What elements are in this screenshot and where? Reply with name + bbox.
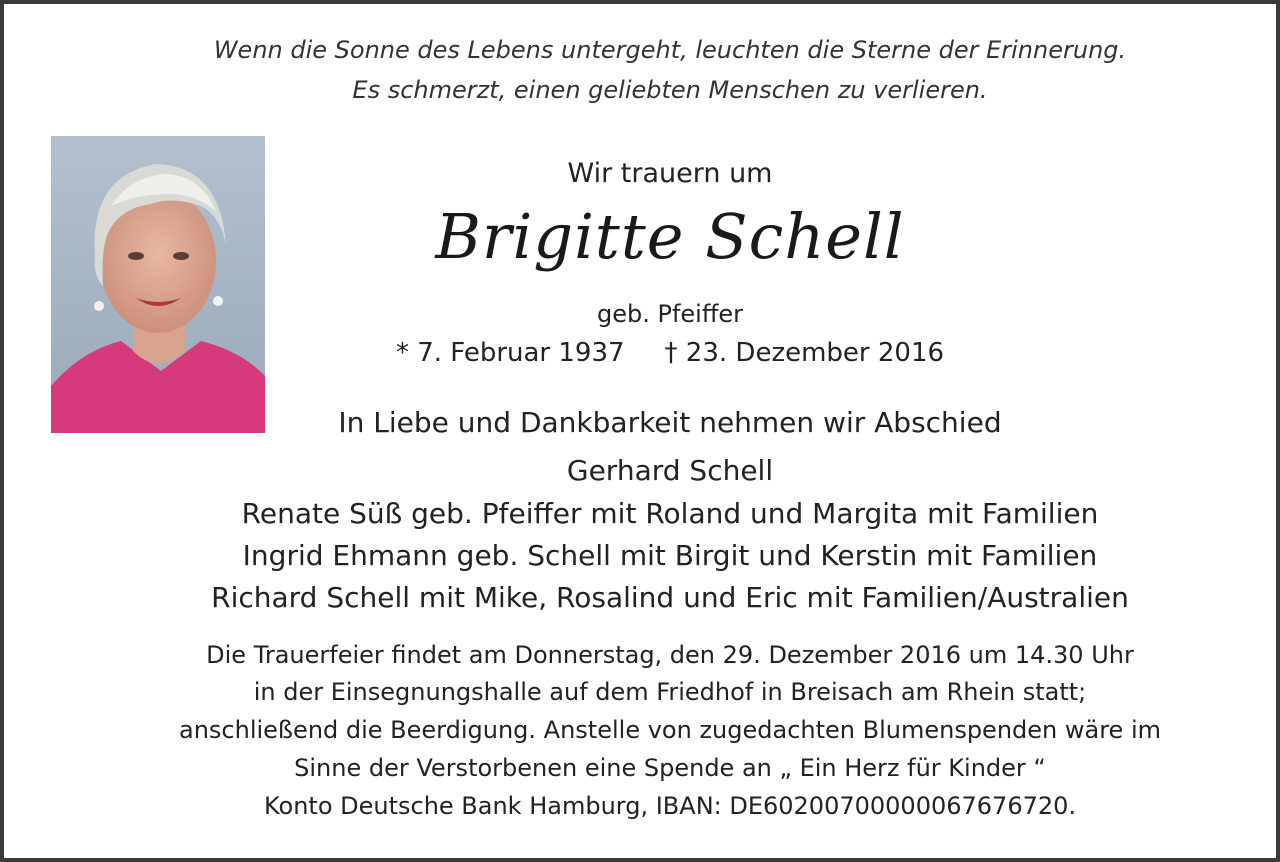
deceased-name: Brigitte Schell	[435, 200, 905, 273]
motto-line-2: Es schmerzt, einen geliebten Menschen zu verlieren.	[352, 76, 988, 104]
birth-date: * 7. Februar 1937	[395, 338, 625, 368]
intro-text: Wir trauern um	[567, 158, 773, 189]
mourner-line: Richard Schell mit Mike, Rosalind und Eric mit Familien/Australien	[211, 581, 1129, 614]
birth-name: geb. Pfeiffer	[596, 300, 743, 328]
mourner-line: Renate Süß geb. Pfeiffer mit Roland und Margita mit Familien	[241, 497, 1099, 530]
service-info-line: Sinne der Verstorbenen eine Spende an „ Ein Herz für Kinder “	[294, 754, 1046, 782]
life-dates	[34, 338, 1280, 368]
service-info-line: in der Einsegnungshalle auf dem Friedhof in Breisach am Rhein statt;	[253, 678, 1087, 706]
service-info-line: Die Trauerfeier findet am Donnerstag, den 29. Dezember 2016 um 14.30 Uhr	[206, 641, 1134, 669]
mourner-line: Gerhard Schell	[566, 454, 774, 487]
mourner-line: Ingrid Ehmann geb. Schell mit Birgit und Kerstin mit Familien	[242, 539, 1098, 572]
farewell-text: In Liebe und Dankbarkeit nehmen wir Abschied	[338, 406, 1002, 439]
service-info-line: anschließend die Beerdigung. Anstelle von zugedachten Blumenspenden wäre im	[179, 716, 1161, 744]
death-date: † 23. Dezember 2016	[664, 338, 945, 368]
service-info-line: Konto Deutsche Bank Hamburg, IBAN: DE60200700000067676720.	[263, 792, 1077, 820]
motto-line-1: Wenn die Sonne des Lebens untergeht, leuchten die Sterne der Erinnerung.	[213, 36, 1127, 64]
